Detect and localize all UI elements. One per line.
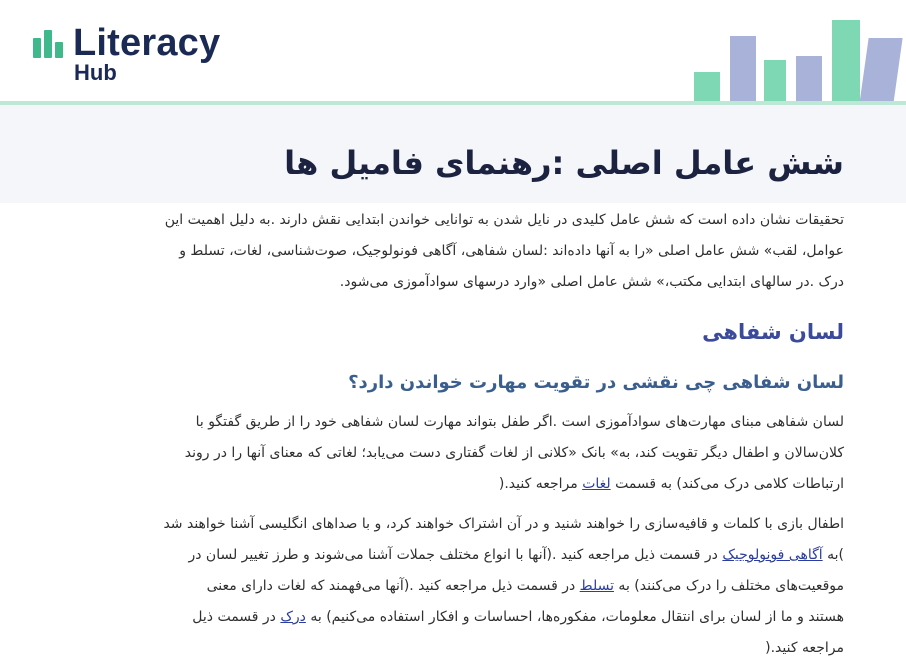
intro-line: درک .در سالهای ابتدایی مکتب،» شش عامل اصلی «وارد درسهای سوادآموزی می‌شود. <box>339 274 844 290</box>
section-heading: لسان شفاهی <box>702 320 844 344</box>
deco-bar <box>832 20 860 104</box>
intro-line: عوامل، لقب» شش عامل اصلی «را به آنها داده‌اند :لسان شفاهی، آگاهی فونولوجیک، صوت‌شناسی، لغات، تسلط و <box>179 243 844 259</box>
deco-bar <box>859 38 902 104</box>
oral-language-paragraph <box>64 407 844 500</box>
deco-bar <box>694 72 720 104</box>
deco-bar <box>764 60 786 104</box>
deco-bar <box>730 36 756 104</box>
paragraph-line: هستند و ما از لسان برای انتقال معلومات، مفکوره‌ها، احساسات و افکار استفاده می‌کنیم) به درک در قسمت ذیل <box>192 609 844 625</box>
intro-paragraph <box>64 205 844 298</box>
comprehension-link[interactable]: درک <box>280 609 306 625</box>
sub-heading: لسان شفاهی چی نقشی در تقویت مهارت خواندن دارد؟ <box>348 372 844 393</box>
logo-bars-icon <box>33 30 69 58</box>
deco-bar <box>796 56 822 104</box>
page-title: شش عامل اصلی :رهنمای فامیل ها <box>284 144 844 182</box>
phonological-awareness-link[interactable]: آگاهی فونولوجیک <box>722 547 823 563</box>
paragraph-line: اطفال بازی با کلمات و قافیه‌سازی را خواهند شنید و در آن اشتراک خواهند کرد، و با صداهای انگلیسی آشنا خواهند شد <box>163 516 844 532</box>
decorative-bars <box>694 18 906 104</box>
intro-line: تحقیقات نشان داده است که شش عامل کلیدی در نایل شدن به توانایی خواندن ابتدایی نقش دارند .به دلیل اهمیت این <box>164 212 844 228</box>
word-play-paragraph <box>64 509 844 664</box>
paragraph-line: ارتباطات کلامی درک می‌کند) به قسمت لغات مراجعه کنید.( <box>498 476 844 492</box>
logo-title: Literacy <box>73 22 221 64</box>
site-header <box>0 0 906 104</box>
paragraph-line: مراجعه کنید.( <box>765 640 844 656</box>
vocabulary-link[interactable]: لغات <box>582 476 611 492</box>
logo-subtitle: Hub <box>74 60 117 85</box>
literacy-hub-logo[interactable] <box>33 22 233 90</box>
paragraph-line: موقعیت‌های مختلف را درک می‌کنند) به تسلط در قسمت ذیل مراجعه کنید .(آنها می‌فهمند که لغات دارای معنی <box>206 578 844 594</box>
paragraph-line: لسان شفاهی مبنای مهارت‌های سوادآموزی است .اگر طفل بتواند مهارت لسان شفاهی خود را از طریق گفتگو با <box>195 414 844 430</box>
fluency-link[interactable]: تسلط <box>579 578 614 594</box>
paragraph-line: )به آگاهی فونولوجیک در قسمت ذیل مراجعه کنید .(آنها با انواع مختلف جملات آشنا می‌شوند و طرز تغییر لسان در <box>188 547 844 563</box>
paragraph-line: کلان‌سالان و اطفال دیگر تقویت کند، به» بانک «کلانی از لغات گفتاری دست می‌یابد؛ لغاتی که معنای آنها را در روند <box>184 445 844 461</box>
